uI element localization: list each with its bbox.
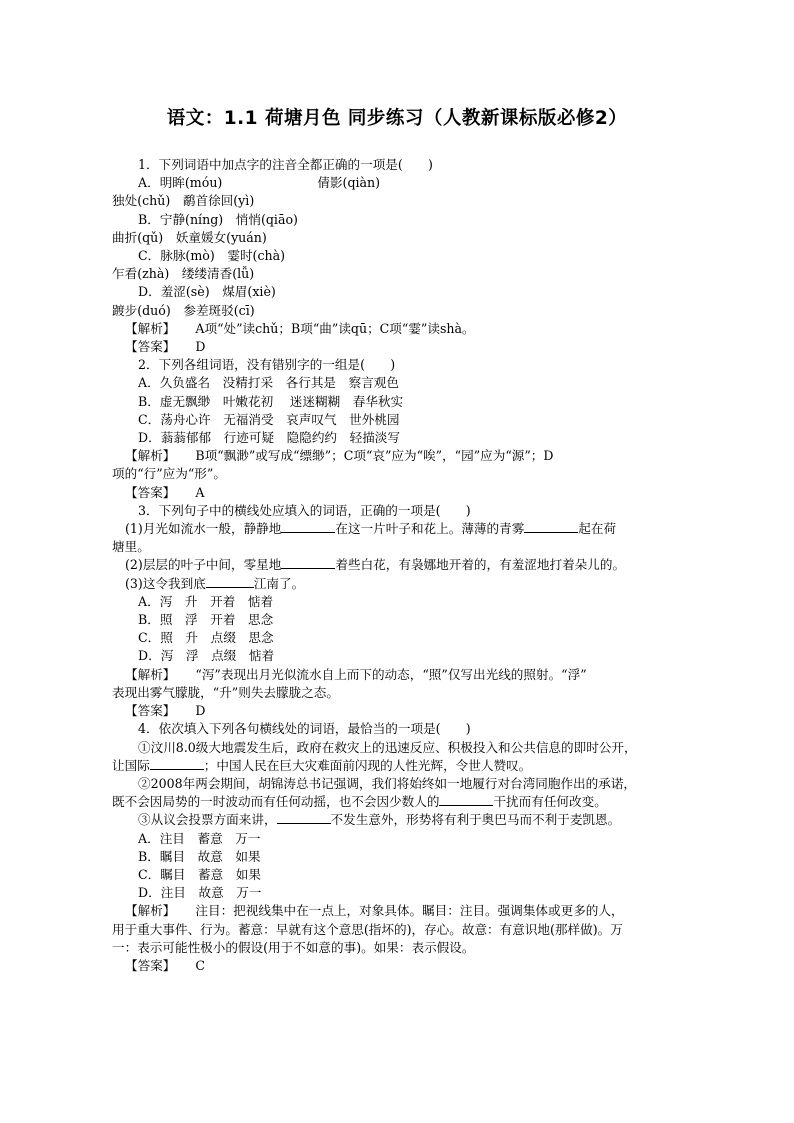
q3-option-b: B．照 浮 开着 思念 bbox=[138, 612, 274, 628]
q2-option-c: C．荡舟心许 无福消受 哀声叹气 世外桃园 bbox=[138, 411, 400, 427]
q3-s1-part-a: (1)月光如流水一般，静静地 bbox=[125, 521, 282, 537]
q4-option-a: A．注目 蓄意 万一 bbox=[138, 830, 261, 846]
q4-s2-part-c: 干扰而有任何改变。 bbox=[493, 794, 607, 810]
q2-answer-text: A bbox=[195, 484, 205, 500]
q2-option-b: B．虚无飘缈 叶嫩花初 迷迷糊糊 春华秋实 bbox=[138, 393, 404, 409]
q4-s1-part-b: 让国际 bbox=[112, 757, 150, 773]
q2-option-d: D．蓊蓊郁郁 行迹可疑 隐隐约约 轻描淡写 bbox=[138, 430, 400, 446]
blank-line bbox=[277, 811, 331, 824]
q4-option-d: D．注目 故意 万一 bbox=[138, 885, 262, 901]
q4-s3-part-a: ③从议会投票方面来讲， bbox=[138, 812, 277, 828]
q4-answer bbox=[112, 957, 672, 975]
q4-stem: 4．依次填入下列各句横线处的词语，最恰当的一项是( ) bbox=[138, 721, 471, 737]
answer-label: 【答案】 bbox=[125, 484, 176, 500]
q3-analysis-text-1: “泻”表现出月光似流水自上而下的动态，“照”仅写出光线的照射。“浮” bbox=[195, 666, 587, 682]
q3-sentence-2 bbox=[112, 556, 672, 574]
q2-stem: 2．下列各组词语，没有错别字的一组是( ) bbox=[138, 357, 396, 373]
q3-sentence-1 bbox=[112, 520, 672, 538]
q1-option-a-line2: 独处(chǔ) 鹬首徐回(yì) bbox=[112, 193, 255, 209]
exercise-content bbox=[112, 156, 672, 975]
q3-option-d: D．泻 浮 点缀 惦着 bbox=[138, 648, 275, 664]
q4-s2-part-b: 既不会因局势的一时波动而有任何动摇，也不会因少数人的 bbox=[112, 794, 440, 810]
answer-label: 【答案】 bbox=[125, 957, 176, 973]
blank-line bbox=[150, 757, 204, 770]
q4-option-c: C．瞩目 蓄意 如果 bbox=[138, 866, 261, 882]
q1-answer-text: D bbox=[195, 339, 206, 355]
q4-option-b: B．瞩目 故意 如果 bbox=[138, 848, 261, 864]
q4-analysis-text-3: 一：表示可能性极小的假设(用于不如意的事)。如果：表示假设。 bbox=[112, 939, 475, 955]
q3-option-a: A．泻 升 开着 惦着 bbox=[138, 593, 274, 609]
q2-answer bbox=[112, 484, 672, 502]
q4-analysis-text-2: 用于重大事件、行为。蓄意：早就有这个意思(指坏的)，存心。故意：有意识地(那样做)。万 bbox=[112, 921, 623, 937]
analysis-label: 【解析】 bbox=[125, 448, 176, 464]
q1-option-a-part2: 倩影(qiàn) bbox=[317, 175, 381, 191]
q4-sentence-3 bbox=[112, 811, 672, 829]
q3-sentence-3 bbox=[112, 575, 672, 593]
q1-analysis bbox=[112, 320, 672, 338]
blank-line bbox=[281, 556, 335, 569]
q4-sentence-2: ②2008年两会期间，胡锦涛总书记强调，我们将始终如一地履行对台湾同胞作出的承诺， bbox=[138, 775, 637, 791]
blank-line bbox=[281, 520, 335, 533]
q3-analysis bbox=[112, 666, 672, 684]
q2-analysis bbox=[112, 447, 672, 465]
q1-option-a-part1: A．明眸(móu) bbox=[138, 175, 223, 191]
blank-line bbox=[439, 793, 493, 806]
q1-stem: 1．下列词语中加点字的注音全都正确的一项是( ) bbox=[138, 157, 433, 172]
q1-option-b-line1: B．宁静(níng) 悄悄(qiāo) bbox=[138, 211, 298, 227]
q3-s2-part-a: (2)层层的叶子中间，零星地 bbox=[125, 557, 282, 573]
q3-answer-text: D bbox=[195, 703, 206, 719]
q4-s3-part-b: 不发生意外，形势将有利于奥巴马而不利于麦凯恩。 bbox=[330, 812, 621, 828]
q1-analysis-text: A项“处”读chǔ；B项“曲”读qū；C项“霎”读shà。 bbox=[195, 320, 475, 336]
q1-option-d-line2: 踱步(duó) 参差斑驳(cī) bbox=[112, 302, 255, 318]
q3-option-c: C．照 升 点缀 思念 bbox=[138, 630, 274, 646]
q1-option-a-line1 bbox=[112, 174, 672, 192]
q3-analysis-text-2: 表现出雾气朦胧，“升”则失去朦胧之态。 bbox=[112, 684, 339, 700]
q4-sentence-1: ①汶川8.0级大地震发生后，政府在救灾上的迅速反应、积极投入和公共信息的即时公开， bbox=[138, 739, 637, 755]
page-title: 语文：1.1 荷塘月色 同步练习（人教新课标版必修2） bbox=[166, 108, 628, 129]
q1-option-c-line2: 乍看(zhà) 缕缕清香(lǚ) bbox=[112, 266, 255, 282]
q4-answer-text: C bbox=[195, 957, 206, 973]
q3-s3-part-a: (3)这令我到底 bbox=[125, 575, 206, 591]
q4-analysis bbox=[112, 902, 672, 920]
q3-s2-part-b: 着些白花，有袅娜地开着的，有羞涩地打着朵儿的。 bbox=[335, 557, 626, 573]
q3-sentence-1-cont: 塘里。 bbox=[112, 539, 150, 555]
q1-option-d-line1: D．羞涩(sè) 煤眉(xiè) bbox=[138, 284, 276, 300]
q4-analysis-text-1: 注目：把视线集中在一点上，对象具体。瞩目：注目。强调集体或更多的人， bbox=[195, 903, 624, 919]
q2-analysis-text-1: B项“飘渺”或写成“缥缈”；C项“哀”应为“唉”，“园”应为“源”；D bbox=[195, 448, 554, 464]
q1-option-b-line2: 曲折(qǔ) 妖童媛女(yuán) bbox=[112, 229, 267, 245]
answer-label: 【答案】 bbox=[125, 339, 176, 355]
q3-s1-part-c: 起在荷 bbox=[578, 521, 617, 537]
q1-option-c-line1: C．脉脉(mò) 霎时(chà) bbox=[138, 248, 286, 264]
q3-s1-part-b: 在这一片叶子和花上。薄薄的青雾 bbox=[335, 521, 525, 537]
q4-sentence-2-cont bbox=[112, 793, 672, 811]
q2-analysis-text-2: 项的“行”应为“形”。 bbox=[112, 466, 226, 482]
analysis-label: 【解析】 bbox=[125, 666, 176, 682]
q4-sentence-1-cont bbox=[112, 757, 672, 775]
answer-label: 【答案】 bbox=[125, 703, 176, 719]
blank-line bbox=[524, 520, 578, 533]
analysis-label: 【解析】 bbox=[125, 320, 176, 336]
q3-stem: 3．下列句子中的横线处应填入的词语，正确的一项是( ) bbox=[138, 502, 471, 518]
q3-s3-part-b: 江南了。 bbox=[253, 575, 305, 591]
analysis-label: 【解析】 bbox=[125, 903, 176, 919]
q1-answer bbox=[112, 338, 672, 356]
q3-answer bbox=[112, 702, 672, 720]
q4-s1-part-c: ；中国人民在巨大灾难面前闪现的人性光辉，令世人赞叹。 bbox=[203, 757, 532, 773]
blank-line bbox=[206, 575, 254, 588]
q2-option-a: A．久负盛名 没精打采 各行其是 察言观色 bbox=[138, 375, 399, 391]
